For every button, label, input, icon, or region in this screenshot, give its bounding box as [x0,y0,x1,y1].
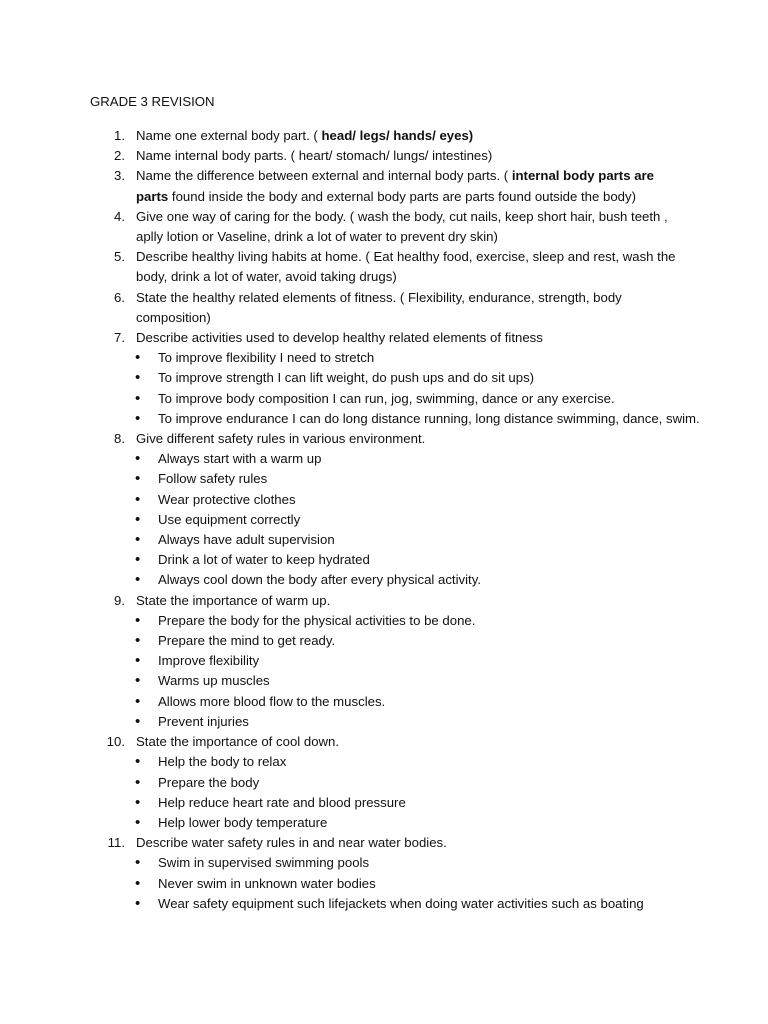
bullet-item [0,752,768,772]
bullet-dot-icon: • [135,854,141,872]
bullet-dot-icon: • [135,389,141,407]
bullet-item [0,651,768,671]
revision-list [0,126,768,914]
item-text-plain: State the healthy related elements of fitness. ( Flexibility, endurance, strength, body composition) [136,289,622,325]
bullet-text: Wear safety equipment such lifejackets when doing water activities such as boating [158,895,644,911]
item-text-plain: Name one external body part. ( [136,128,322,143]
bullet-item [0,409,768,429]
item-text-plain: State the importance of cool down. [136,734,340,750]
bullet-item [0,874,768,894]
bullet-text: Warms up muscles [158,673,270,689]
item-number: 10. [106,734,125,750]
item-text-bold: head/ legs/ hands/ eyes) [321,128,474,143]
item-number: 1. [114,128,125,143]
item-text-plain: State the importance of warm up. [136,592,331,608]
bullet-text: Never swim in unknown water bodies [158,875,376,891]
item-text-plain: Describe healthy living habits at home. ( Eat healthy food, exercise, sleep and rest, wash the body, drink a lot of water, avoid taking drugs) [136,249,676,285]
item-number: 5. [114,249,125,265]
document-title: GRADE 3 REVISION [90,94,215,109]
bullet-dot-icon: • [135,349,141,367]
item-text-tail: found inside the body and external body parts are parts found outside the body) [168,188,636,204]
item-text [136,126,684,146]
item-text [136,732,684,752]
bullet-dot-icon: • [135,450,141,468]
bullet-text: Improve flexibility [158,653,260,669]
item-number: 2. [114,148,125,164]
bullet-dot-icon: • [135,551,141,569]
list-item [0,429,768,449]
bullet-dot-icon: • [135,531,141,549]
bullet-text: Help the body to relax [158,754,287,770]
bullet-dot-icon: • [135,409,141,427]
bullet-text: Prepare the body for the physical activities to be done. [158,612,476,628]
bullet-dot-icon: • [135,813,141,831]
item-text [136,591,684,611]
bullet-text: Prepare the body [158,774,260,790]
item-number: 4. [114,208,125,224]
bullet-item [0,671,768,691]
item-text [136,247,684,287]
bullet-text: Swim in supervised swimming pools [158,855,370,871]
bullet-dot-icon: • [135,712,141,730]
item-number: 9. [114,592,125,608]
item-number: 6. [114,289,125,305]
bullet-text: Always cool down the body after every physical activity. [158,572,481,588]
bullet-dot-icon: • [135,773,141,791]
bullet-dot-icon: • [135,793,141,811]
bullet-text: Help reduce heart rate and blood pressure [158,794,406,810]
item-text [136,429,684,449]
bullet-text: Prepare the mind to get ready. [158,633,336,649]
list-item [0,207,768,247]
item-text-bold: internal body parts are parts [136,168,654,204]
item-text-plain: Describe water safety rules in and near water bodies. [136,835,447,851]
list-item [0,591,768,611]
bullet-dot-icon: • [135,672,141,690]
bullet-text: Help lower body temperature [158,814,328,830]
bullet-dot-icon: • [135,510,141,528]
item-number: 11. [107,835,125,851]
bullet-item [0,348,768,368]
bullet-item [0,550,768,570]
list-item [0,732,768,752]
list-item [0,833,768,853]
list-item [0,328,768,348]
bullet-item [0,611,768,631]
bullet-item [0,449,768,469]
bullet-dot-icon: • [135,490,141,508]
bullet-item [0,469,768,489]
bullet-dot-icon: • [135,894,141,912]
bullet-dot-icon: • [135,369,141,387]
bullet-item [0,368,768,388]
item-text [136,166,684,206]
list-item [0,166,768,206]
bullet-dot-icon: • [135,874,141,892]
bullet-item [0,853,768,873]
list-item [0,247,768,287]
bullet-dot-icon: • [135,753,141,771]
item-text [136,833,684,853]
item-text [136,328,684,348]
item-number: 7. [114,330,125,346]
bullet-text: Prevent injuries [158,713,249,729]
bullet-text: Always start with a warm up [158,451,322,467]
list-item [0,126,768,146]
item-text [136,288,684,328]
bullet-dot-icon: • [135,611,141,629]
bullet-item [0,712,768,732]
item-number: 8. [114,431,125,447]
item-text-plain: Name the difference between external and internal body parts. ( [136,168,512,184]
bullet-text: Follow safety rules [158,471,268,487]
bullet-item [0,692,768,712]
bullet-item [0,793,768,813]
bullet-text: Always have adult supervision [158,532,335,548]
item-text-plain: Give different safety rules in various environment. [136,431,426,447]
bullet-text: Wear protective clothes [158,491,296,507]
bullet-dot-icon: • [135,571,141,589]
item-text [136,207,684,247]
bullet-text: To improve strength I can lift weight, do push ups and do sit ups) [158,370,535,386]
item-text-plain: Name internal body parts. ( heart/ stomach/ lungs/ intestines) [136,148,493,164]
bullet-text: Allows more blood flow to the muscles. [158,693,386,709]
bullet-text: To improve endurance I can do long distance running, long distance swimming, dance, swim. [158,410,700,426]
bullet-dot-icon: • [135,652,141,670]
bullet-dot-icon: • [135,632,141,650]
bullet-dot-icon: • [135,692,141,710]
bullet-dot-icon: • [135,470,141,488]
bullet-item [0,510,768,530]
item-text [136,146,684,166]
bullet-item [0,773,768,793]
bullet-item [0,530,768,550]
bullet-text: To improve body composition I can run, jog, swimming, dance or any exercise. [158,390,615,406]
bullet-item [0,813,768,833]
list-item [0,146,768,166]
bullet-item [0,894,768,914]
item-text-plain: Give one way of caring for the body. ( wash the body, cut nails, keep short hair, bush teeth , aplly lotion or Vaseline, drink a lot of water to prevent dry skin) [136,208,668,245]
bullet-item [0,570,768,590]
bullet-item [0,389,768,409]
bullet-text: To improve flexibility I need to stretch [158,350,375,366]
bullet-item [0,490,768,510]
bullet-item [0,631,768,651]
bullet-text: Use equipment correctly [158,511,301,527]
item-number: 3. [114,168,125,184]
list-item [0,288,768,328]
item-text-plain: Describe activities used to develop healthy related elements of fitness [136,330,543,346]
bullet-text: Drink a lot of water to keep hydrated [158,552,370,568]
